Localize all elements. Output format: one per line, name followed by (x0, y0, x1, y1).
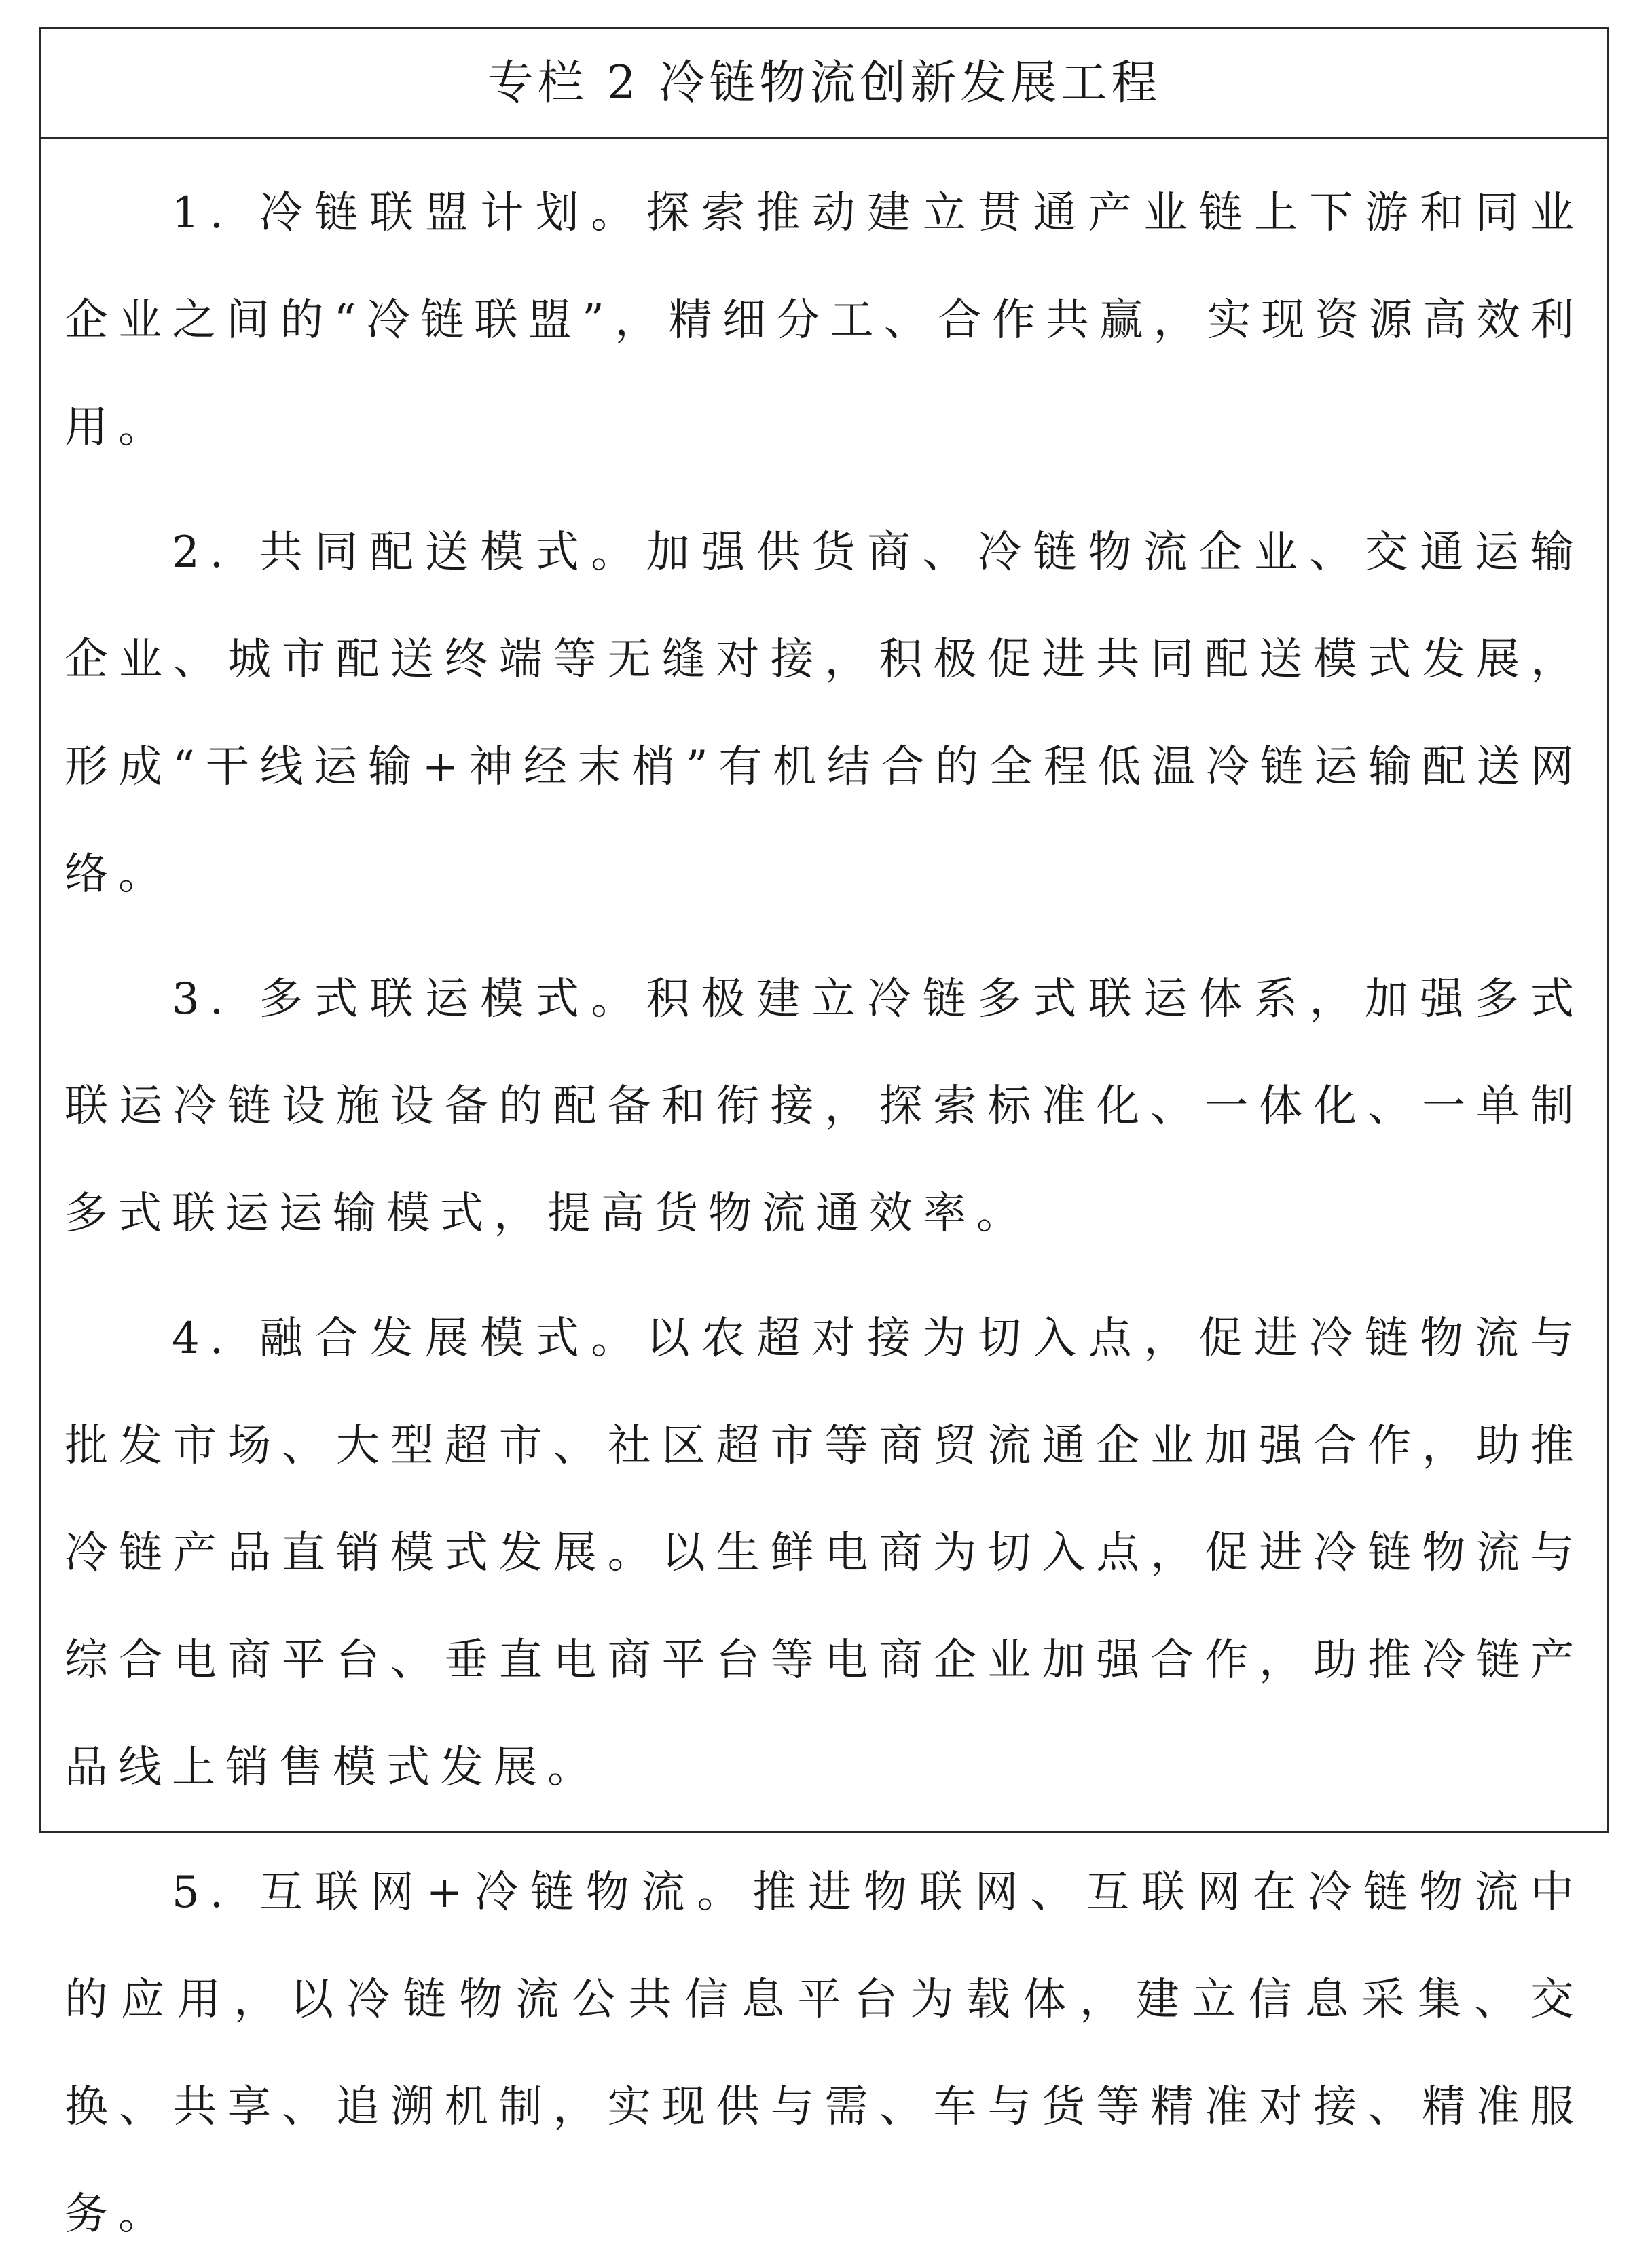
paragraph-2: 2. 共同配送模式。加强供货商、冷链物流企业、交通运输企业、城市配送终端等无缝对接，积极促进共同配送模式发展，形成“干线运输+神经末梢”有机结合的全程低温冷链运输配送网络。 (65, 527, 1584, 899)
box-title: 专栏 2 冷链物流创新发展工程 (487, 56, 1162, 110)
paragraph-5: 5. 互联网+冷链物流。推进物联网、互联网在冷链物流中的应用，以冷链物流公共信息平台为载体，建立信息采集、交换、共享、追溯机制，实现供与需、车与货等精准对接、精准服务。 (65, 1867, 1584, 2239)
paragraph-1: 1. 冷链联盟计划。探索推动建立贯通产业链上下游和同业企业之间的“冷链联盟”，精细分工、合作共赢，实现资源高效利用。 (65, 188, 1584, 453)
box-body (41, 139, 1607, 2268)
box-header (41, 29, 1607, 139)
paragraph-3: 3. 多式联运模式。积极建立冷链多式联运体系，加强多式联运冷链设施设备的配备和衔接，探索标准化、一体化、一单制多式联运运输模式，提高货物流通效率。 (65, 974, 1584, 1239)
paragraph-4: 4. 融合发展模式。以农超对接为切入点，促进冷链物流与批发市场、大型超市、社区超市等商贸流通企业加强合作，助推冷链产品直销模式发展。以生鲜电商为切入点，促进冷链物流与综合电商平台、垂直电商平台等电商企业加强合作，助推冷链产品线上销售模式发展。 (65, 1314, 1584, 1793)
column-box (39, 27, 1609, 2239)
